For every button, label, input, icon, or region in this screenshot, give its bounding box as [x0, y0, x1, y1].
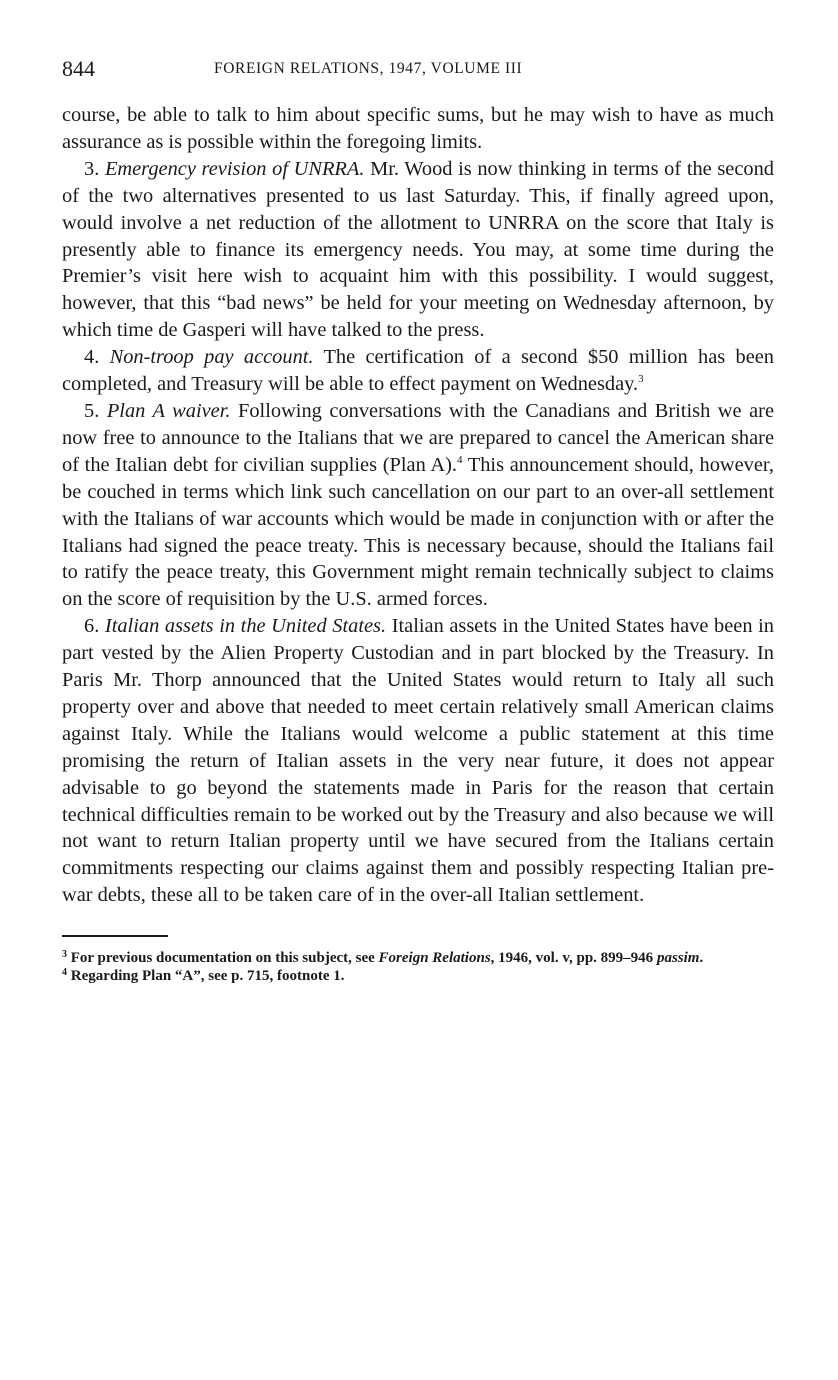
running-title: FOREIGN RELATIONS, 1947, VOLUME III — [214, 60, 523, 77]
paragraph-number: 6. — [84, 615, 105, 638]
paragraph-text: Mr. Wood is now thinking in terms of the second of the two alternatives presented to us last Saturday. This, if finally agreed upon, would involve a net reduction of the allotment to UNRRA on the score that Italy is presently able to finance its emergency needs. You may, at some time during the Premier’s visit here wish to acquaint him with this possibility. I would suggest, however, that this “bad news” be held for your meeting on Wednesday afternoon, by which time de Gasperi will have talked to the press. — [62, 157, 774, 342]
paragraph-continuation — [62, 102, 774, 156]
footnote-text: . — [699, 950, 704, 967]
paragraph-heading: Emergency revision of UNRRA. — [104, 157, 365, 180]
paragraph-text: Italian assets in the United States have been in part vested by the Alien Property Custodian and in part blocked by the Treasury. In Paris Mr. Thorp announced that the United States would return to Italy all such property over and above that needed to meet certain relatively small American claims against Italy. While the Italians would welcome a public statement at this time promising the return of Italian assets in the very near future, it does not appear advisable to go beyond the statements made in Paris for the reason that certain technical difficulties remain to be worked out by the Treasury and also because we will not want to return Italian property until we have secured from the Italians certain commitments respecting our claims against them and possibly respecting Italian pre-war debts, these all to be taken care of in the over-all Italian settlement. — [62, 615, 774, 907]
paragraph-item-6 — [62, 613, 774, 909]
footnote-latin-term: passim — [656, 950, 700, 967]
footnote-text: , 1946, vol. v, pp. 899–946 — [490, 950, 657, 967]
paragraph-text: Following conversations with the Canadians and British we are now free to announce to the Italians that we are prepared to cancel the American share of the Italian debt for civilian supplies (Plan A). — [62, 399, 774, 476]
footnote-ref-3: 3 — [638, 373, 644, 386]
paragraph-item-3 — [62, 156, 774, 344]
paragraph-text: The certification of a second $50 million has been completed, and Treasury will be able to effect payment on Wednesday. — [62, 346, 774, 396]
paragraph-item-4 — [62, 344, 774, 398]
paragraph-number: 5. — [84, 399, 107, 422]
footnote-mark: 3 — [62, 949, 67, 961]
footnote-source-title: Foreign Relations — [378, 950, 491, 967]
paragraph-heading: Plan A waiver. — [106, 399, 231, 422]
footnote-ref-4: 4 — [456, 453, 463, 466]
footnote-text: For previous documentation on this subject, see — [67, 950, 379, 967]
paragraph-item-5 — [62, 398, 774, 613]
footnote-divider — [62, 935, 168, 937]
running-head — [62, 56, 774, 88]
footnote-text: Regarding Plan “A”, see p. 715, footnote 1. — [67, 968, 345, 985]
paragraph-number: 4. — [84, 346, 110, 369]
body-text — [62, 102, 774, 909]
document-page — [62, 56, 774, 985]
footnote-4 — [62, 967, 774, 985]
paragraph-heading: Non-troop pay account. — [109, 346, 314, 369]
paragraph-text-continued: This announcement should, however, be couched in terms which link such cancellation on our part to an over-all settlement with the Italians of war accounts which would be made in conjunction with or after the Italians had signed the peace treaty. This is necessary because, should the Italians fail to ratify the peace treaty, this Government might remain technically subject to claims on the score of requisition by the U.S. armed forces. — [62, 453, 774, 611]
paragraph-number: 3. — [84, 157, 105, 180]
footnotes — [62, 949, 774, 985]
paragraph-text: course, be able to talk to him about specific sums, but he may wish to have as much assurance as is possible within the foregoing limits. — [62, 104, 774, 153]
page-number: 844 — [62, 56, 95, 81]
footnote-3 — [62, 949, 774, 967]
footnote-mark: 4 — [62, 967, 67, 979]
paragraph-heading: Italian assets in the United States. — [104, 615, 387, 638]
